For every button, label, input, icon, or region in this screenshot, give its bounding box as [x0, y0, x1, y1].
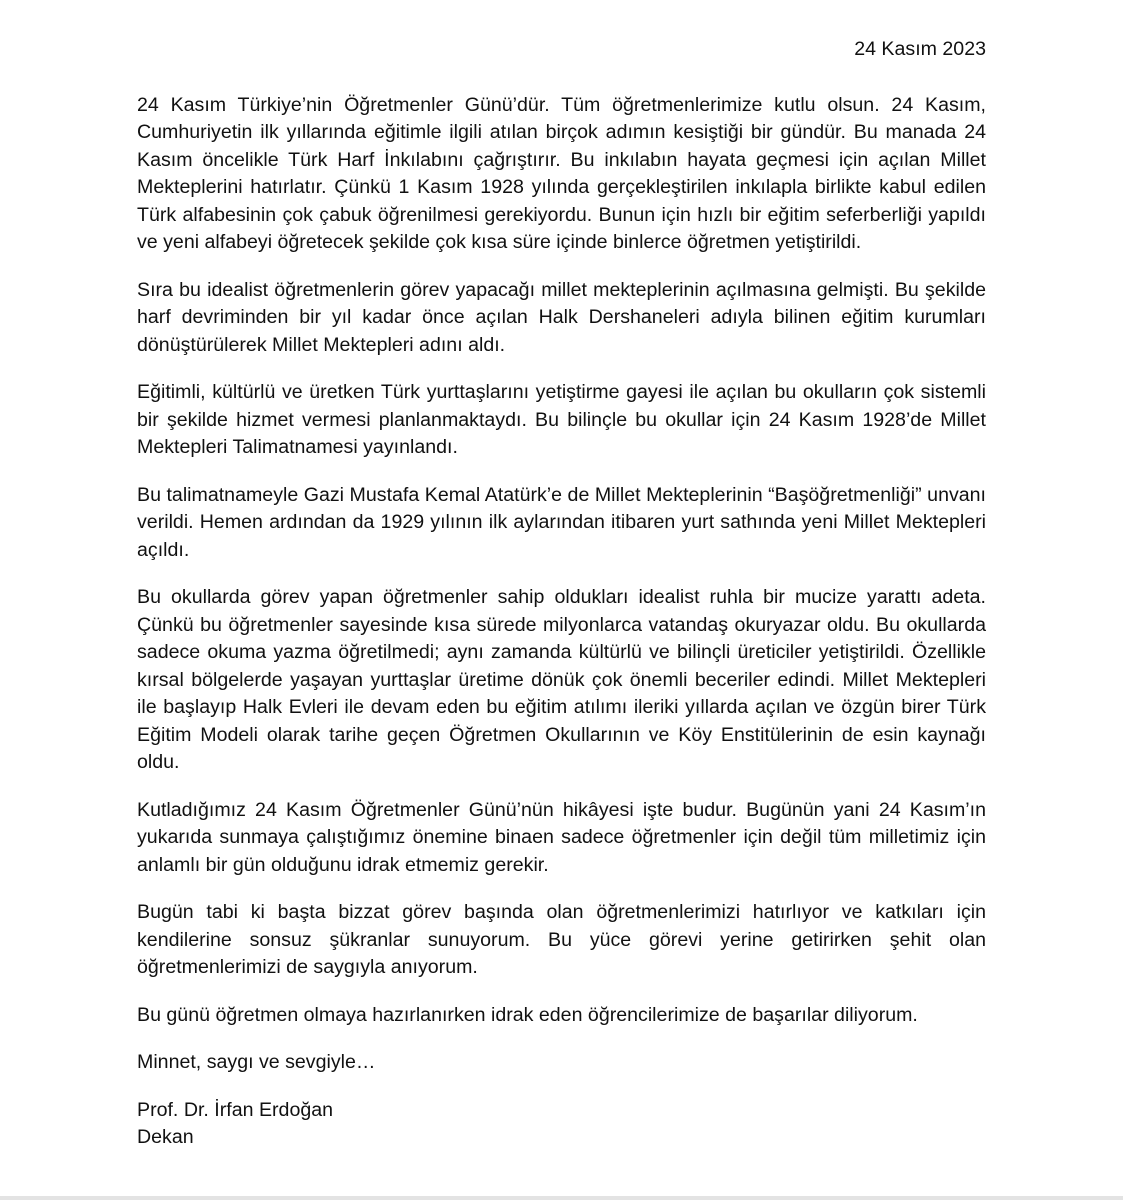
signature-name: Prof. Dr. İrfan Erdoğan — [137, 1098, 334, 1121]
paragraph-7: Bugün tabi ki başta bizzat görev başında olan öğretmenlerimizi hatırlıyor ve katkıları için kendilerine sonsuz şükranlar sunuyorum. Bu yüce görevi yerine getirirken şehit olan öğretmenlerimizi de saygıyla anıyorum. — [137, 901, 986, 978]
paragraph-2: Sıra bu idealist öğretmenlerin görev yapacağı millet mekteplerinin açılmasına gelmişti. Bu şekilde harf devriminden bir yıl kadar önce açılan Halk Dershaneleri adıyla bilinen eğitim kurumları dönüştürülerek Millet Mektepleri adını aldı. — [137, 278, 986, 356]
paragraph-6: Kutladığımız 24 Kasım Öğretmenler Günü’nün hikâyesi işte budur. Bugünün yani 24 Kasım’ın yukarıda sunmaya çalıştığımız önemine binaen sadece öğretmenler için değil tüm milletimiz için anlamlı bir gün olduğunu idrak etmemiz gerekir. — [137, 798, 986, 876]
paragraph-4: Bu talimatnameyle Gazi Mustafa Kemal Atatürk’e de Millet Mekteplerinin “Başöğretmenliği” unvanı verildi. Hemen ardından da 1929 yılının ilk aylarından itibaren yurt sathında yeni Millet Mektepleri açıldı. — [137, 483, 986, 561]
paragraph-5: Bu okullarda görev yapan öğretmenler sahip oldukları idealist ruhla bir mucize yarattı adeta. Çünkü bu öğretmenler sayesinde kısa sürede milyonlarca vatandaş okuryazar oldu. Bu okullarda sadece okuma yazma öğretilmedi; aynı zamanda kültürlü ve bilinçli üreticiler yetiştirildi. Özellikle kırsal bölgelerde yaşayan yurttaşlar üretime dönük çok önemli beceriler edindi. Millet Mektepleri ile başlayıp Halk Evleri ile devam eden bu eğitim atılımı ileriki yıllarda açılan ve özgün birer Türk Eğitim Modeli olarak tarihe geçen Öğretmen Okullarının ve Köy Enstitülerinin de esin kaynağı oldu. — [137, 586, 986, 773]
paragraph-8: Bu günü öğretmen olmaya hazırlanırken idrak eden öğrencilerimize de başarılar diliyorum. — [137, 1003, 918, 1026]
signature-title: Dekan — [137, 1126, 194, 1148]
document-body — [137, 36, 986, 1152]
signature-block — [137, 1097, 986, 1152]
page-bottom-edge — [0, 1196, 1123, 1200]
paragraph-3: Eğitimli, kültürlü ve üretken Türk yurttaşlarını yetiştirme gayesi ile açılan bu okulların çok sistemli bir şekilde hizmet vermesi planlanmaktaydı. Bu bilinçle bu okullar için 24 Kasım 1928’de Millet Mektepleri Talimatnamesi yayınlandı. — [137, 381, 986, 458]
document-date: 24 Kasım 2023 — [854, 38, 986, 60]
paragraph-1: 24 Kasım Türkiye’nin Öğretmenler Günü’dür. Tüm öğretmenlerimize kutlu olsun. 24 Kasım, Cumhuriyetin ilk yıllarında eğitimle ilgili atılan birçok adımın kesiştiği bir gündür. Bu manada 24 Kasım öncelikle Türk Harf İnkılabını çağrıştırır. Bu inkılabın hayata geçmesi için açılan Millet Mekteplerini hatırlatır. Çünkü 1 Kasım 1928 yılında gerçekleştirilen inkılapla birlikte kabul edilen Türk alfabesinin çok çabuk öğrenilmesi gerekiyordu. Bunun için hızlı bir eğitim seferberliği yapıldı ve yeni alfabeyi öğretecek şekilde çok kısa süre içinde binlerce öğretmen yetiştirildi. — [137, 93, 986, 253]
closing-line: Minnet, saygı ve sevgiyle… — [137, 1051, 376, 1073]
